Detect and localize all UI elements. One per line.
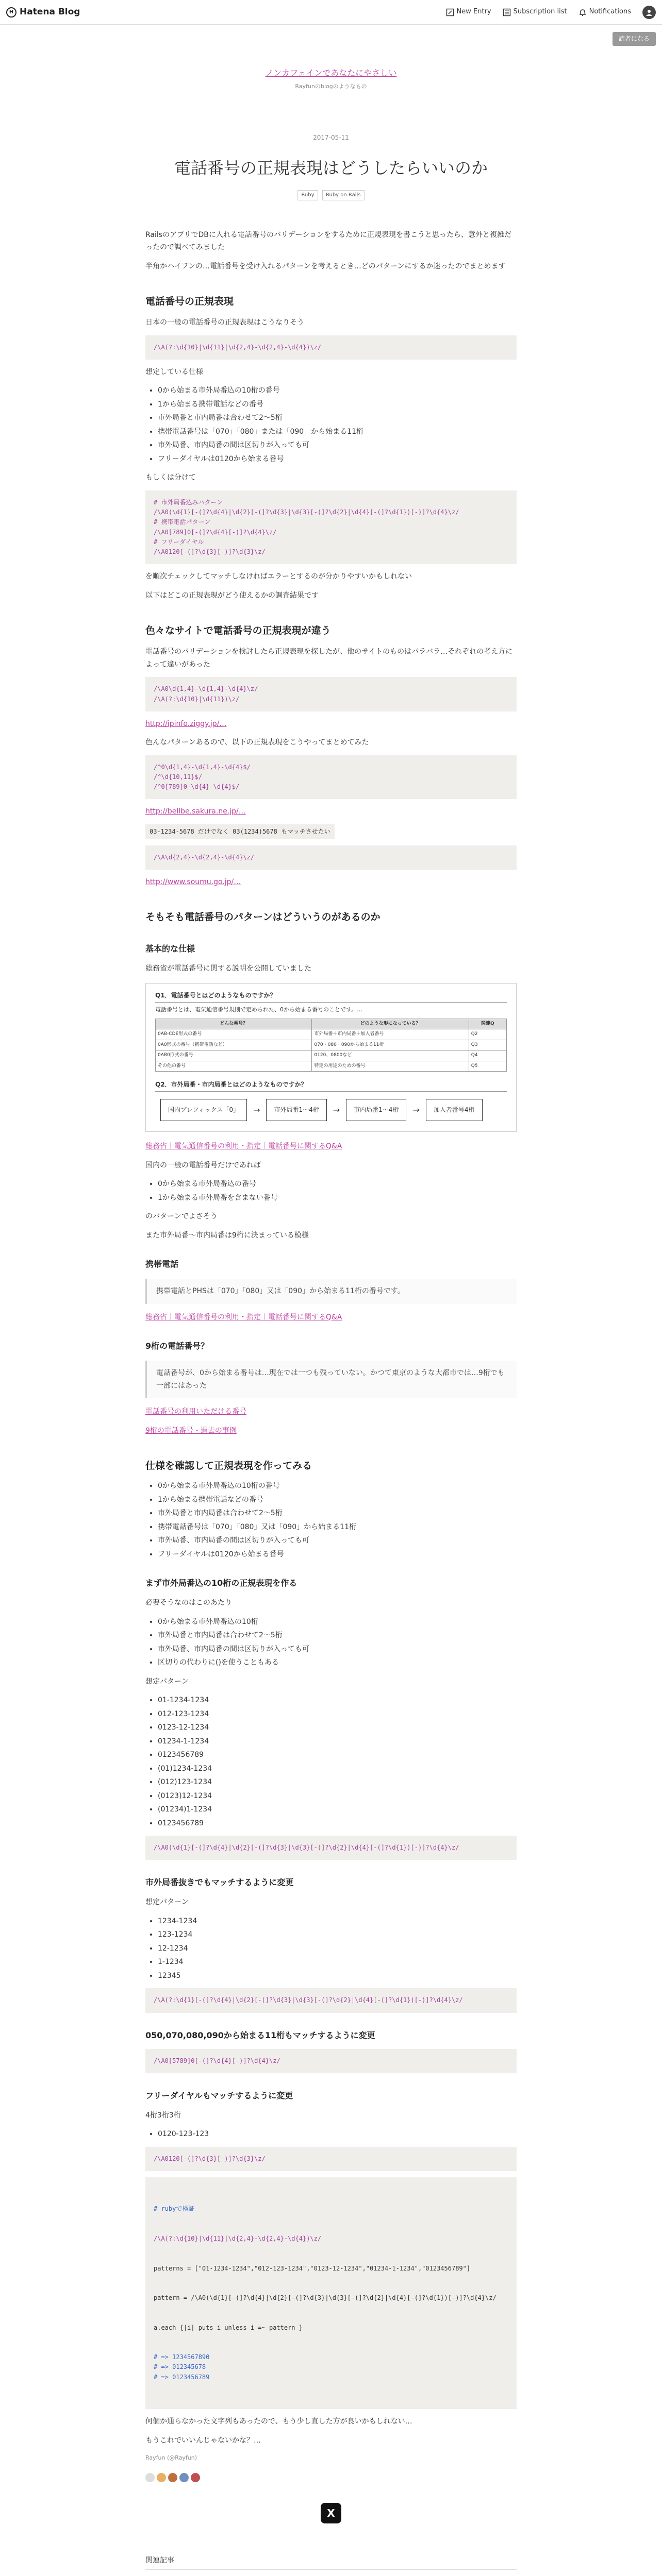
doc-text: 電話番号とは、電気通信番号規則で定められた、0から始まる番号のことです。… — [155, 1006, 363, 1013]
list-item: • フリーダイヤルは0120から始まる番号 — [158, 453, 517, 466]
entry-title[interactable]: 電話番号の正規表現はどうしたらいいのか — [174, 158, 488, 178]
list-item: • 0123-12-1234 — [158, 1721, 517, 1734]
code-comment: # rubyで検証 — [154, 2205, 195, 2213]
soumu-doc-image — [145, 983, 517, 1132]
table-header: どんな番号？ — [156, 1019, 312, 1029]
code-block: /\A(?:\d{1}[-(]?\d{4}|\d{2}[-(]?\d{3}|\d{3}[-(]?\d{2}|\d{4}[-(]?\d{1})[-)]?\d{4}\z/ — [145, 1988, 517, 2012]
list-item: • (012)123-1234 — [158, 1776, 517, 1789]
reference-link[interactable]: 総務省｜電気通信番号の利用・指定｜電話番号に関するQ&A — [145, 1313, 342, 1321]
list-item: • 市外局番と市内局番は合わせて2〜5桁 — [158, 1507, 517, 1520]
list-item: • 1234-1234 — [158, 1915, 517, 1928]
table-cell: 0A0形式の番号（携帯電話など） — [156, 1040, 312, 1050]
new-entry-button[interactable] — [446, 6, 491, 18]
arrow-icon: → — [253, 1105, 260, 1115]
doc-question: Q2．市外局番・市内局番とはどのようなものですか？ — [155, 1080, 507, 1092]
list-item: • 0から始まる市外局番込の10桁 — [158, 1616, 517, 1629]
code-line: patterns = ["01-1234-1234","012-123-1234","0123-12-1234","01234-1-1234","0123456789"] — [154, 2264, 471, 2272]
star-row — [145, 2473, 517, 2482]
user-icon — [645, 8, 653, 16]
list-item: • 0から始まる市外局番込の10桁の番号 — [158, 384, 517, 397]
subsection-heading: 市外局番抜きでもマッチするように変更 — [145, 1877, 294, 1888]
list-item: • 0123456789 — [158, 1817, 517, 1830]
entry-body — [145, 229, 517, 2483]
list-item: • 1から始まる市外局番を含まない番号 — [158, 1192, 517, 1205]
table-cell: 市外局番＋市内局番＋加入者番号 — [312, 1029, 469, 1040]
free-list — [158, 2128, 517, 2141]
subsection-heading: 050,070,080,090から始まる11桁もマッチするように変更 — [145, 2030, 375, 2040]
list-item: • 01234-1-1234 — [158, 1735, 517, 1748]
hatena-logo-icon: H — [6, 7, 16, 18]
arrow-icon: → — [412, 1105, 420, 1115]
table-row — [156, 1040, 507, 1050]
category-tag[interactable]: Ruby on Rails — [322, 190, 365, 200]
doc-question: Q1．電話番号とはどのようなものですか？ — [155, 991, 507, 1003]
example-text: 03-1234-5678 だけでなく 03(1234)5678 もマッチさせたい — [145, 824, 335, 839]
list-item: • 123-1234 — [158, 1928, 517, 1941]
reference-link[interactable]: 電話番号の利用いただける番号 — [145, 1408, 246, 1416]
quote-block: 携帯電話とPHSは「070」「080」又は「090」から始まる11桁の番号です。 — [145, 1279, 517, 1304]
list-item: • 1から始まる携帯電話などの番号 — [158, 398, 517, 411]
subscribe-button[interactable]: 読者になる — [613, 32, 656, 46]
entry-categories — [145, 188, 517, 201]
list-item: • 12-1234 — [158, 1942, 517, 1955]
list-item: • 1-1234 — [158, 1956, 517, 1969]
flow-box: 加入者番号4桁 — [426, 1099, 483, 1121]
paragraph: 想定パターン — [145, 1898, 189, 1907]
table-row — [156, 1029, 507, 1040]
code-block: /\A(?:\d{10}|\d{11}|\d{2,4}-\d{2,4}-\d{4})\z/ — [145, 335, 517, 360]
list-item: • 0から始まる市外局番込の10桁の番号 — [158, 1480, 517, 1493]
section-heading: そもそも電話番号のパターンはどういうのがあるのか — [145, 911, 380, 923]
list-item: • 市外局番、市内局番の間は区切りが入っても可 — [158, 439, 517, 452]
new-entry-label: New Entry — [456, 8, 491, 16]
list-item: • 1から始まる携帯電話などの番号 — [158, 1494, 517, 1506]
notifications-label: Notifications — [589, 8, 631, 16]
table-cell: 0120、0800など — [312, 1050, 469, 1061]
list-item: • 市外局番と市内局番は合わせて2〜5桁 — [158, 1629, 517, 1642]
section-heading: 仕様を確認して正規表現を作ってみる — [145, 1460, 312, 1472]
quote-block: 電話番号が、0から始まる番号は…現在では一つも残っていない。かつて東京のような大都市では…9桁でも一部にはあった — [145, 1361, 517, 1398]
list-item: • (01234)1-1234 — [158, 1803, 517, 1816]
table-row — [156, 1050, 507, 1061]
table-cell: 070・080・090から始まる11桁 — [312, 1040, 469, 1050]
code-block: /^0\d{1,4}-\d{1,4}-\d{4}$/ /^\d{10,11}$/ /^0[789]0-\d{4}-\d{4}$/ — [145, 755, 517, 800]
star-user-avatar[interactable] — [157, 2473, 166, 2482]
paragraph: もしくは分けて — [145, 473, 196, 482]
table-cell: 特定の用途のための番号 — [312, 1061, 469, 1072]
paragraph: 想定パターン — [145, 1677, 189, 1686]
share-x-button[interactable]: X — [321, 2503, 341, 2523]
spec-list — [158, 384, 517, 465]
subsection-heading: フリーダイヤルもマッチするように変更 — [145, 2090, 293, 2100]
doc-table — [155, 1019, 507, 1072]
table-cell: Q2 — [469, 1029, 506, 1040]
flow-box: 市外局番1〜4桁 — [266, 1099, 326, 1121]
global-header — [0, 0, 662, 25]
ruby-code-block — [145, 2177, 517, 2409]
list-item: • 市外局番、市内局番の間は区切りが入っても可 — [158, 1534, 517, 1547]
code-block: /\A0(\d{1}[-(]?\d{4}|\d{2}[-(]?\d{3}|\d{3}[-(]?\d{2}|\d{4}[-(]?\d{1})[-)]?\d{4}\z/ — [145, 1836, 517, 1860]
bell-icon — [578, 8, 587, 16]
paragraph: 4桁3桁3桁 — [145, 2111, 181, 2120]
table-row — [156, 1061, 507, 1072]
list-item: • 市外局番、市内局番の間は区切りが入っても可 — [158, 1643, 517, 1656]
category-tag[interactable]: Ruby — [297, 190, 318, 200]
list-item: • 12345 — [158, 1970, 517, 1982]
first-list — [158, 1616, 517, 1669]
list-item: • 0から始まる市外局番込の番号 — [158, 1178, 517, 1191]
basic-list — [158, 1178, 517, 1204]
reference-link[interactable]: http://bellbe.sakura.ne.jp/… — [145, 807, 246, 816]
blog-title-link[interactable]: ノンカフェインであなたにやさしい — [265, 68, 397, 78]
paragraph: また市外局番〜市内局番は9桁に決まっている模様 — [145, 1231, 309, 1240]
author-line[interactable]: Rayfun (@Rayfun) — [145, 2454, 197, 2462]
impl-list — [158, 1480, 517, 1561]
star-user-avatar[interactable] — [179, 2473, 189, 2482]
number-structure-diagram — [155, 1099, 507, 1121]
section-heading: 色々なサイトで電話番号の正規表現が違う — [145, 625, 331, 637]
list-item: • 0120-123-123 — [158, 2128, 517, 2141]
subsection-heading: まず市外局番込の10桁の正規表現を作る — [145, 1578, 297, 1588]
paragraph: 総務省が電話番号に関する説明を公開していました — [145, 964, 311, 973]
table-cell: 0AB0形式の番号 — [156, 1050, 312, 1061]
code-line: pattern = /\A0(\d{1}[-(]?\d{4}|\d{2}[-(]?\d{3}|\d{3}[-(]?\d{2}|\d{4}[-(]?\d{1})[-)]?\d{4}\z/ — [154, 2294, 496, 2302]
reference-link[interactable]: 総務省｜電気通信番号の利用・指定｜電話番号に関するQ&A — [145, 1142, 342, 1151]
flow-box: 市内局番1〜4桁 — [346, 1099, 406, 1121]
table-cell: Q3 — [469, 1040, 506, 1050]
paragraph: 必要そうなのはこのあたり — [145, 1599, 232, 1607]
paragraph: 以下はどこの正規表現がどう使えるかの調査結果です — [145, 591, 319, 600]
list-item: • フリーダイヤルは0120から始まる番号 — [158, 1548, 517, 1561]
code-line: a.each {|i| puts i unless i =~ pattern } — [154, 2324, 303, 2331]
paragraph: のパターンでよさそう — [145, 1212, 218, 1221]
list-item: • (01)1234-1234 — [158, 1762, 517, 1775]
intro-paragraph: RailsのアプリでDBに入れる電話番号のバリデーションをするために正規表現を書こうと思ったら、意外と複雑だったので調べてみました — [145, 230, 512, 252]
list-item: • 市外局番と市内局番は合わせて2〜5桁 — [158, 412, 517, 425]
paragraph: 日本の一般の電話番号の正規表現はこうなりそう — [145, 318, 304, 327]
code-block: /\A0\d{1,4}-\d{1,4}-\d{4}\z/ /\A(?:\d{10}|\d{11})\z/ — [145, 677, 517, 711]
paragraph: 色んなパターンあるので、以下の正規表現をこうやってまとめてみた — [145, 738, 369, 747]
table-cell: 0AB-CDE形式の番号 — [156, 1029, 312, 1040]
paragraph: 国内の一般の電話番号だけであれば — [145, 1161, 261, 1170]
pattern-list — [158, 1694, 517, 1829]
subscription-list-button[interactable] — [503, 6, 567, 18]
star-user-avatar[interactable] — [168, 2473, 177, 2482]
entry-date[interactable]: 2017-05-11 — [313, 134, 349, 142]
paragraph: を順次チェックしてマッチしなければエラーとするのが分かりやすいかもしれない — [145, 572, 412, 581]
related-entries — [145, 2554, 517, 2576]
table-cell: その他の番号 — [156, 1061, 312, 1072]
subsection-heading: 携帯電話 — [145, 1259, 179, 1269]
code-line: /\A(?:\d{10}|\d{11}|\d{2,4}-\d{2,4}-\d{4})\z/ — [154, 2234, 322, 2242]
subscription-list-label: Subscription list — [513, 8, 567, 16]
list-item: • 携帯電話番号は「070」「080」又は「090」から始まる11桁 — [158, 1521, 517, 1534]
star-user-avatar[interactable] — [191, 2473, 200, 2482]
code-block: /\A0[5789]0[-(]?\d{4}[-)]?\d{4}\z/ — [145, 2049, 517, 2073]
paragraph: 想定している仕様 — [145, 367, 203, 376]
hatena-brand[interactable] — [6, 5, 80, 20]
table-cell: Q4 — [469, 1050, 506, 1061]
blog-header — [0, 25, 662, 91]
related-heading: 関連記事 — [145, 2554, 517, 2570]
code-block: # 市外局番込みパターン /\A0(\d{1}[-(]?\d{4}|\d{2}[-(]?\d{3}|\d{3}[-(]?\d{2}|\d{4}[-(]?\d{1})[-)]?\d{4}\z/ # 携帯電話パターン /\A0[789]0[-(]?\d{4}[-)]?\d{4}\z/ # フリーダイヤル /\A0120[-(]?\d{3}[-)]?\d{3}\z/ — [145, 490, 517, 564]
blog-description: Rayfunのblogのようなもの — [295, 83, 367, 90]
table-cell: Q5 — [469, 1061, 506, 1072]
subsection-heading: 9桁の電話番号？ — [145, 1341, 209, 1351]
flow-box: 国内プレフィックス「0」 — [160, 1099, 247, 1121]
section-heading: 電話番号の正規表現 — [145, 296, 234, 308]
list-item: • 01-1234-1234 — [158, 1694, 517, 1707]
code-block: /\A\d{2,4}-\d{2,4}-\d{4}\z/ — [145, 845, 517, 870]
list-item: • 012-123-1234 — [158, 1708, 517, 1721]
notifications-button[interactable] — [578, 6, 631, 18]
table-header: 関連Q — [469, 1019, 506, 1029]
pencil-icon — [446, 8, 454, 16]
article — [145, 91, 517, 2576]
paragraph: 電話番号のバリデーションを検討したら正規表現を探したが、他のサイトのものはバラバラ…それぞれの考え方によって違いがあった — [145, 648, 513, 669]
list-item: • 携帯電話番号は「070」「080」または「090」から始まる11桁 — [158, 426, 517, 438]
subsection-heading: 基本的な仕様 — [145, 943, 195, 954]
reference-link[interactable]: http://ipinfo.ziggy.jp/… — [145, 719, 227, 728]
list-item: • 0123456789 — [158, 1749, 517, 1761]
reference-link[interactable]: http://www.soumu.go.jp/… — [145, 877, 241, 886]
intro-paragraph: 半角かハイフンの…電話番号を受け入れるパターンを考えるとき…どのパターンにするか迷ったのでまとめます — [145, 262, 506, 270]
user-avatar[interactable] — [642, 6, 656, 19]
list-item: • (0123)12-1234 — [158, 1790, 517, 1803]
paragraph: 何個か通らなかった文字列もあったので、もう少し直した方が良いかもしれない… — [145, 2417, 412, 2426]
table-header: どのような形になっている？ — [312, 1019, 469, 1029]
paragraph: もうこれでいいんじゃないかな？… — [145, 2436, 261, 2445]
list-item: • 区切りの代わりに()を使うこともある — [158, 1656, 517, 1669]
brand-label: Hatena Blog — [20, 6, 80, 17]
arrow-icon: → — [333, 1105, 340, 1115]
reference-link[interactable]: 9桁の電話番号 - 過去の事例 — [145, 1426, 237, 1435]
code-output: # => 1234567890 # => 012345678 # => 0123456789 — [154, 2353, 210, 2381]
nohyphen-list — [158, 1915, 517, 1982]
list-icon — [503, 8, 511, 16]
add-star-icon[interactable] — [145, 2473, 155, 2482]
code-block: /\A0120[-(]?\d{3}[-)]?\d{3}\z/ — [145, 2147, 517, 2171]
